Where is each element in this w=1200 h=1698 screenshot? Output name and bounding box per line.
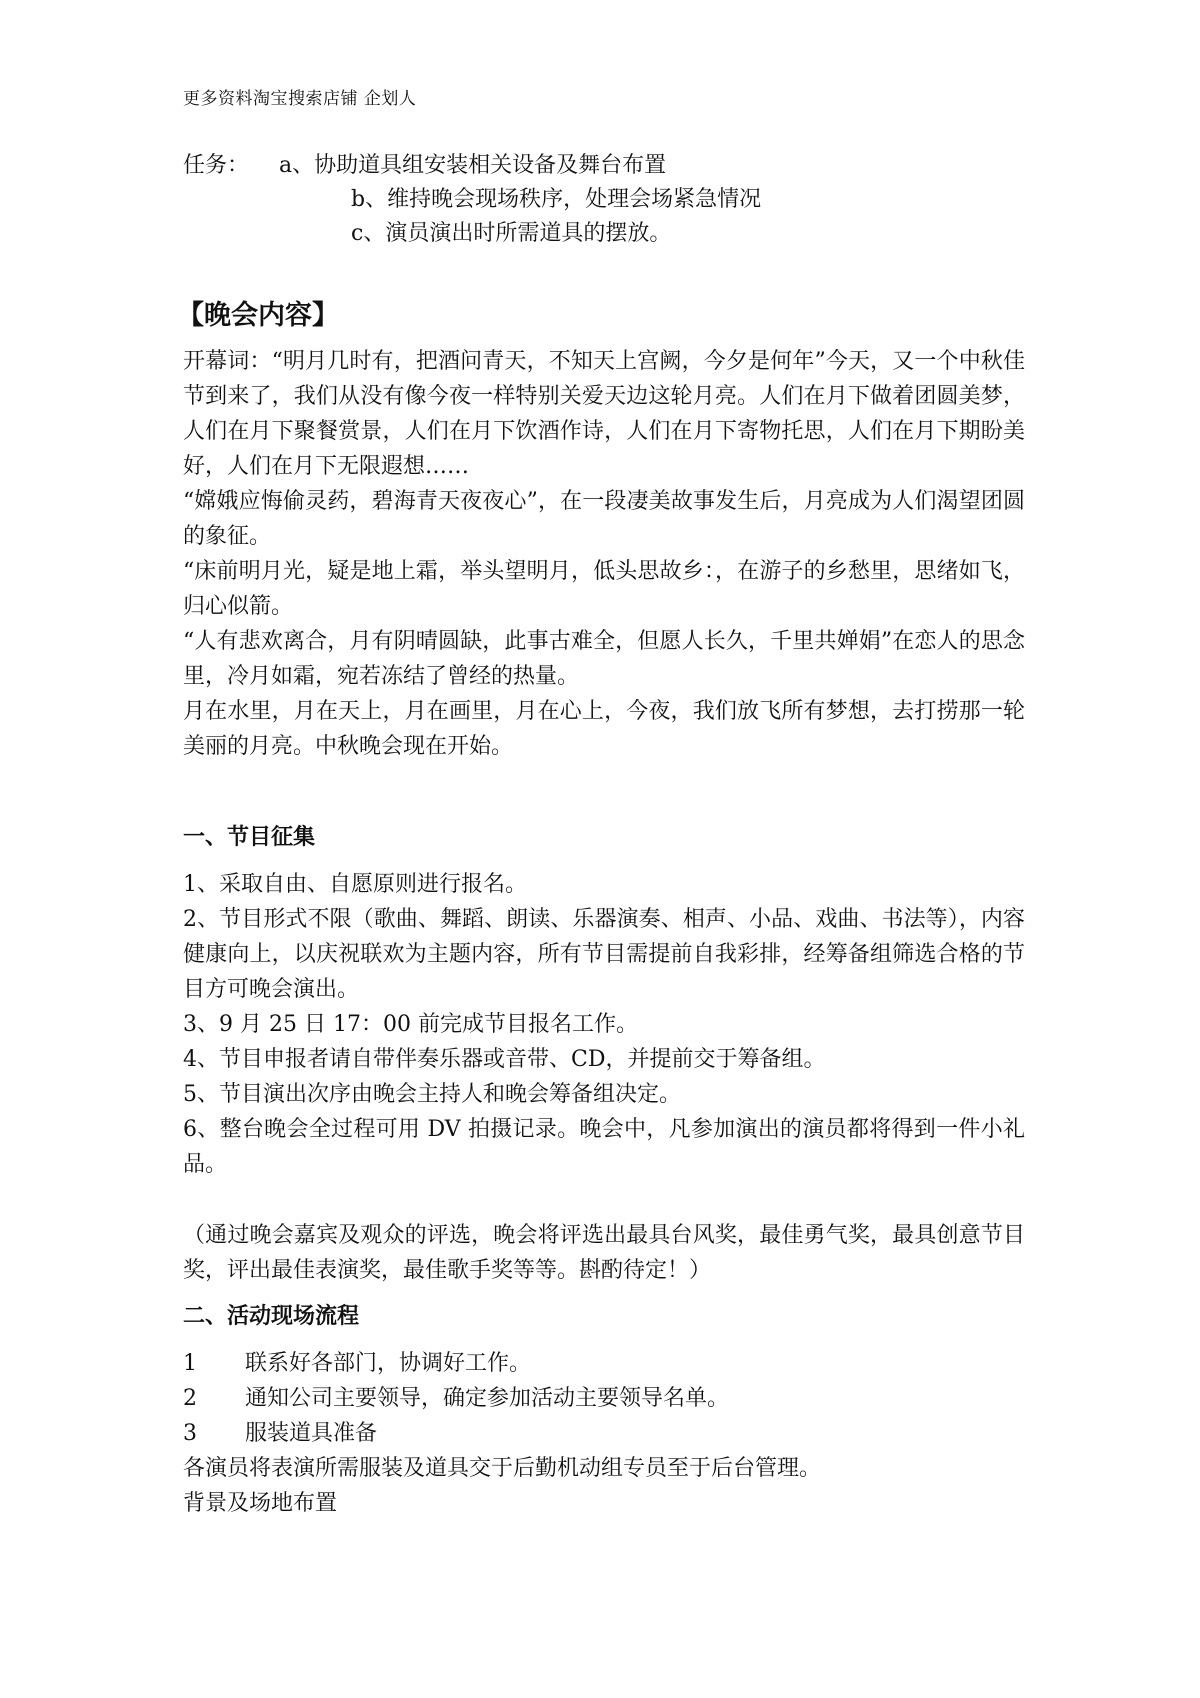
list-item-number: 1: [183, 1351, 197, 1376]
task-item: b、维持晚会现场秩序，处理会场紧急情况: [351, 187, 762, 212]
list-item: 4、节目申报者请自带伴奏乐器或音带、CD，并提前交于筹备组。: [183, 1047, 826, 1072]
section-title-program-collection: 一、节目征集: [183, 825, 316, 850]
closing-paragraph: 月在水里，月在天上，月在画里，月在心上，今夜，我们放飞所有梦想，去打捞那一轮美丽的月亮。中秋晚会现在开始。: [183, 699, 1025, 759]
list-item: 5、节目演出次序由晚会主持人和晚会筹备组决定。: [183, 1082, 681, 1107]
list-item: 1、采取自由、自愿原则进行报名。: [183, 872, 527, 897]
poem-paragraph: “嫦娥应悔偷灵药，碧海青天夜夜心”，在一段凄美故事发生后，月亮成为人们渴望团圆的象征。: [183, 489, 1025, 549]
opening-paragraph: 开幕词：“明月几时有，把酒问青天，不知天上宫阙，今夕是何年”今天，又一个中秋佳节到来了，我们从没有像今夜一样特别关爱天边这轮月亮。人们在月下做着团圆美梦，人们在月下聚餐赏景，人们在月下饮酒作诗，人们在月下寄物托思，人们在月下期盼美好，人们在月下无限遐想……: [183, 349, 1025, 479]
section-title-event-flow: 二、活动现场流程: [183, 1304, 360, 1329]
list-item-text: 服装道具准备: [245, 1421, 378, 1446]
list-item: [183, 1346, 1025, 1381]
party-content-title: 【晚会内容】: [177, 300, 339, 331]
text-line: 背景及场地布置: [183, 1491, 338, 1516]
task-item: a、协助道具组安装相关设备及舞台布置: [279, 153, 667, 178]
awards-note: （通过晚会嘉宾及观众的评选，晚会将评选出最具台风奖，最佳勇气奖，最具创意节目奖，评出最佳表演奖，最佳歌手奖等等。斟酌待定！）: [183, 1223, 1025, 1283]
tasks-label: 任务：: [183, 153, 250, 178]
text-line: 各演员将表演所需服装及道具交于后勤机动组专员至于后台管理。: [183, 1456, 822, 1481]
list-item: 2、节目形式不限（歌曲、舞蹈、朗读、乐器演奏、相声、小品、戏曲、书法等），内容健康向上，以庆祝联欢为主题内容，所有节目需提前自我彩排，经筹备组筛选合格的节目方可晚会演出。: [183, 907, 1025, 1002]
list-item: [183, 1381, 1025, 1416]
list-item-number: 3: [183, 1421, 197, 1446]
task-row-1: [183, 149, 761, 183]
list-item: 3、9 月 25 日 17：00 前完成节目报名工作。: [183, 1012, 638, 1037]
list-item-text: 通知公司主要领导，确定参加活动主要领导名单。: [245, 1386, 730, 1411]
list-item: 6、整台晚会全过程可用 DV 拍摄记录。晚会中，凡参加演出的演员都将得到一件小礼品。: [183, 1117, 1025, 1177]
poem-paragraph: “床前明月光，疑是地上霜，举头望明月，低头思故乡：，在游子的乡愁里，思绪如飞，归心似箭。: [183, 559, 1025, 619]
list-item-text: 联系好各部门，协调好工作。: [245, 1351, 532, 1376]
main-content: [177, 296, 1025, 1521]
list-item-number: 2: [183, 1386, 197, 1411]
list-item: [183, 1416, 1025, 1451]
page-header: 更多资料淘宝搜索店铺 企划人: [183, 89, 417, 109]
poem-paragraph: “人有悲欢离合，月有阴晴圆缺，此事古难全，但愿人长久，千里共婵娟”在恋人的思念里，冷月如霜，宛若冻结了曾经的热量。: [183, 629, 1025, 689]
task-item: c、演员演出时所需道具的摆放。: [351, 221, 672, 246]
tasks-block: [183, 149, 761, 251]
